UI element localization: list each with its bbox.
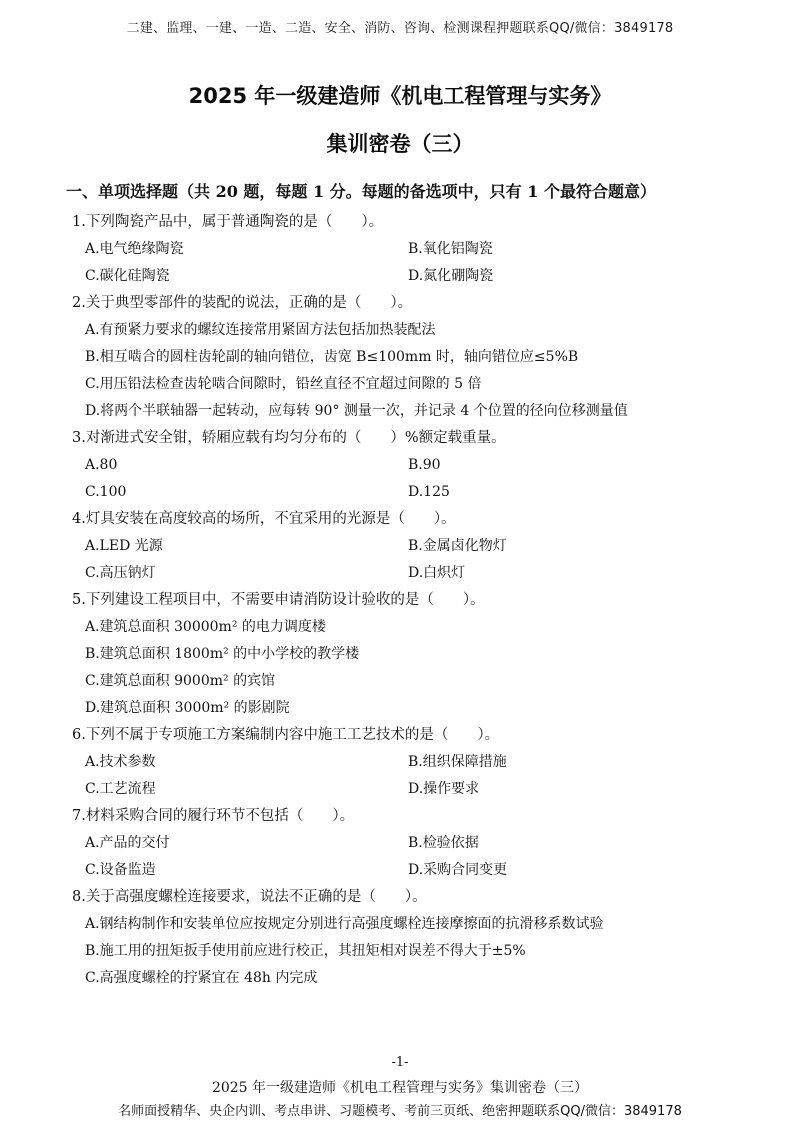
page-number: -1- — [391, 1055, 409, 1070]
footer-title: 2025 年一级建造师《机电工程管理与实务》集训密卷（三） — [211, 1080, 589, 1096]
options-grid — [72, 236, 740, 290]
option-a: A.技术参数 — [85, 754, 156, 770]
question-stem: 1.下列陶瓷产品中，属于普通陶瓷的是（ ）。 — [72, 214, 384, 230]
option-d: D.操作要求 — [408, 781, 480, 797]
option-b: B.金属卤化物灯 — [408, 538, 507, 554]
question-4 — [72, 506, 740, 587]
options-grid — [72, 749, 740, 803]
option-b: B.组织保障措施 — [408, 754, 507, 770]
options-list — [72, 911, 740, 992]
option-c: C.设备监造 — [85, 862, 156, 878]
footer-contact-line: 名师面授精华、央企内训、考点串讲、习题模考、考前三页纸、绝密押题联系QQ/微信：3849178 — [118, 1104, 682, 1119]
option-c: C.100 — [85, 484, 127, 500]
option-c: C.用压铅法检查齿轮啮合间隙时，铅丝直径不宜超过间隙的 5 倍 — [85, 376, 482, 392]
option-b: B.90 — [408, 457, 441, 473]
option-c: C.碳化硅陶瓷 — [85, 268, 170, 284]
exam-content — [66, 180, 740, 992]
options-grid — [72, 830, 740, 884]
question-stem: 7.材料采购合同的履行环节不包括（ ）。 — [72, 808, 355, 824]
option-d: D.白炽灯 — [408, 565, 466, 581]
option-a: A.80 — [85, 457, 118, 473]
option-a: A.有预紧力要求的螺纹连接常用紧固方法包括加热装配法 — [85, 322, 436, 338]
question-6 — [72, 722, 740, 803]
options-list — [72, 317, 740, 425]
options-grid — [72, 533, 740, 587]
option-b: B.检验依据 — [408, 835, 479, 851]
section-heading: 一、单项选择题（共 20 题，每题 1 分。每题的备选项中，只有 1 个最符合题意） — [66, 182, 656, 201]
question-3 — [72, 425, 740, 506]
question-stem: 4.灯具安装在高度较高的场所，不宜采用的光源是（ ）。 — [72, 511, 456, 527]
option-b: B.建筑总面积 1800m² 的中小学校的教学楼 — [85, 646, 360, 662]
question-1 — [72, 209, 740, 290]
exam-title: 2025 年一级建造师《机电工程管理与实务》 — [188, 84, 612, 108]
option-b: B.相互啮合的圆柱齿轮副的轴向错位，齿宽 B≤100mm 时，轴向错位应≤5%B — [85, 349, 579, 365]
option-d: D.建筑总面积 3000m² 的影剧院 — [85, 700, 290, 716]
option-d: D.氮化硼陶瓷 — [408, 268, 494, 284]
question-stem: 5.下列建设工程项目中，不需要申请消防设计验收的是（ ）。 — [72, 592, 485, 608]
question-8 — [72, 884, 740, 992]
option-c: C.高压钠灯 — [85, 565, 156, 581]
option-a: A.电气绝缘陶瓷 — [85, 241, 184, 257]
option-d: D.采购合同变更 — [408, 862, 508, 878]
option-a: A.建筑总面积 30000m² 的电力调度楼 — [85, 619, 326, 635]
option-a: A.产品的交付 — [85, 835, 170, 851]
option-b: B.施工用的扭矩扳手使用前应进行校正，其扭矩相对误差不得大于±5% — [85, 943, 526, 959]
option-b: B.氧化铝陶瓷 — [408, 241, 493, 257]
option-c: C.工艺流程 — [85, 781, 156, 797]
option-a: A.LED 光源 — [85, 538, 163, 554]
options-grid — [72, 452, 740, 506]
options-list — [72, 614, 740, 722]
option-c: C.建筑总面积 9000m² 的宾馆 — [85, 673, 276, 689]
question-stem: 2.关于典型零部件的装配的说法，正确的是（ ）。 — [72, 295, 413, 311]
question-stem: 3.对渐进式安全钳，轿厢应载有均匀分布的（ ）%额定载重量。 — [72, 430, 506, 446]
option-d: D.125 — [408, 484, 450, 500]
question-stem: 8.关于高强度螺栓连接要求，说法不正确的是（ ）。 — [72, 889, 427, 905]
exam-subtitle: 集训密卷（三） — [326, 132, 474, 156]
question-5 — [72, 587, 740, 722]
question-stem: 6.下列不属于专项施工方案编制内容中施工工艺技术的是（ ）。 — [72, 727, 500, 743]
option-a: A.钢结构制作和安装单位应按规定分别进行高强度螺栓连接摩擦面的抗滑移系数试验 — [85, 916, 604, 932]
question-2 — [72, 290, 740, 425]
header-contact-line: 二建、监理、一建、一造、二造、安全、消防、咨询、检测课程押题联系QQ/微信：3849178 — [126, 21, 674, 36]
question-7 — [72, 803, 740, 884]
option-c: C.高强度螺栓的拧紧宜在 48h 内完成 — [85, 970, 318, 986]
option-d: D.将两个半联轴器一起转动，应每转 90° 测量一次，并记录 4 个位置的径向位移测量值 — [85, 403, 628, 419]
